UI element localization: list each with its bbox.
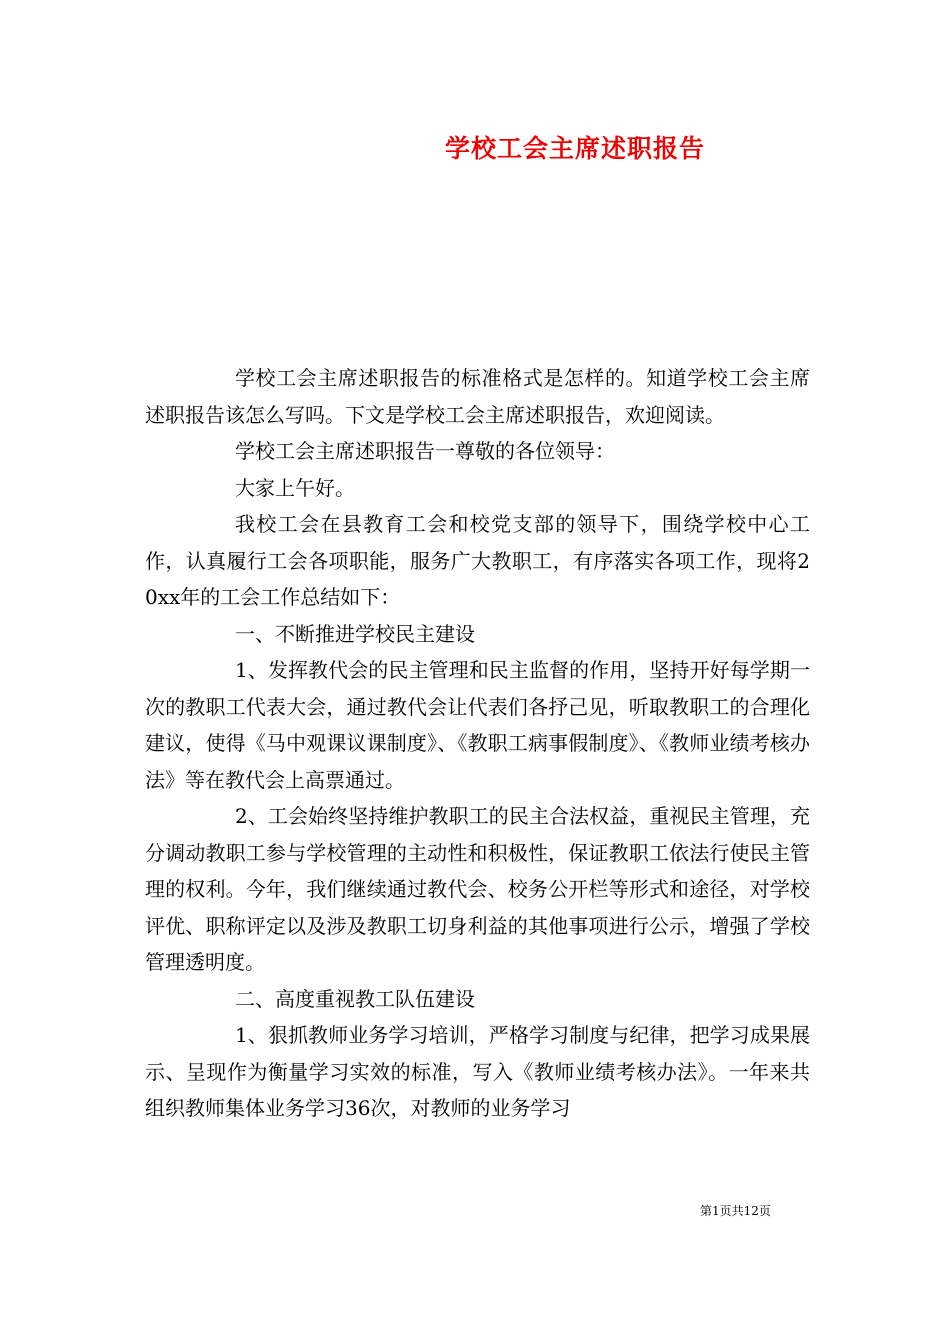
paragraph-salutation: 学校工会主席述职报告一尊敬的各位领导：: [235, 439, 615, 463]
page-number: 第1页共12页: [700, 1204, 771, 1218]
paragraph-intro: 学校工会主席述职报告的标准格式是怎样的。知道学校工会主席述职报告该怎么写吗。下文是学校工会主席述职报告，欢迎阅读。: [145, 366, 810, 427]
paragraph-overview: 我校工会在县教育工会和校党支部的领导下，围绕学校中心工作，认真履行工会各项职能，服务广大教职工，有序落实各项工作，现将20xx年的工会工作总结如下：: [145, 512, 810, 609]
section-heading-1: 一、不断推进学校民主建设: [235, 621, 475, 646]
paragraph-item-1-1: 1、发挥教代会的民主管理和民主监督的作用，坚持开好每学期一次的教职工代表大会，通过教代会让代表们各抒己见，听取教职工的合理化建议，使得《马中观课议课制度》、《教职工病事假制度》、《教师业绩考核办法》等在教代会上高票通过。: [145, 658, 810, 792]
paragraph-greeting: 大家上午好。: [235, 475, 355, 500]
document-title: 学校工会主席述职报告: [444, 134, 705, 163]
document-body: [145, 360, 810, 1127]
paragraph-item-1-2: 2、工会始终坚持维护教职工的民主合法权益，重视民主管理，充分调动教职工参与学校管理的主动性和积极性，保证教职工依法行使民主管理的权利。今年，我们继续通过教代会、校务公开栏等形式和途径，对学校评优、职称评定以及涉及教职工切身利益的其他事项进行公示，增强了学校管理透明度。: [145, 804, 810, 974]
section-heading-2: 二、高度重视教工队伍建设: [235, 986, 475, 1011]
paragraph-item-2-1: 1、狠抓教师业务学习培训，严格学习制度与纪律，把学习成果展示、呈现作为衡量学习实效的标准，写入《教师业绩考核办法》。一年来共组织教师集体业务学习36次，对教师的业务学习: [145, 1023, 810, 1120]
